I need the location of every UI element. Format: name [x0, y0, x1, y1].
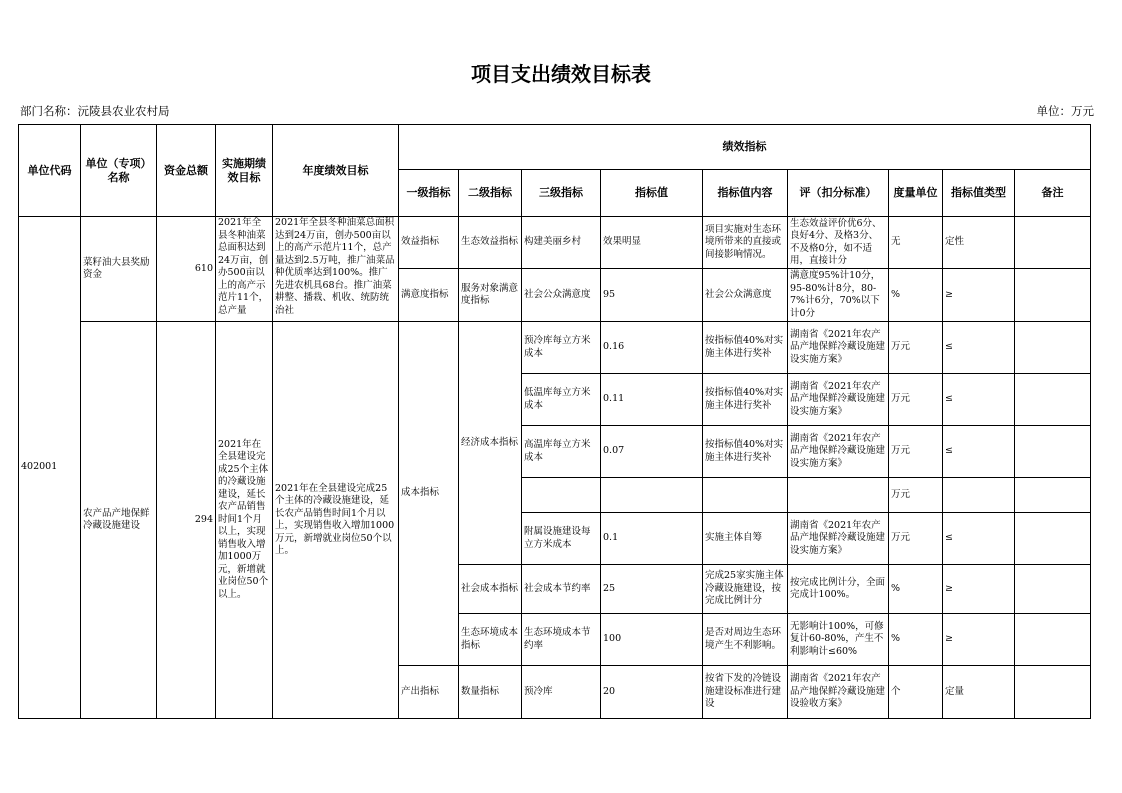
unit-cell: 万元	[889, 513, 943, 565]
annual-goal-cell	[273, 217, 399, 322]
score-cell: 满意度95%计10分，95-80%计8分，80-7%计6分，70%以下计0分	[788, 269, 889, 322]
score-cell: 湖南省《2021年农产品产地保鲜冷藏设施建设验收方案》	[788, 666, 889, 719]
value-cell: 100	[601, 614, 703, 666]
period-goal-cell: 2021年在全县建设完成25个主体的冷藏设施建设，延长农产品销售时间1个月以上，实现销售收入增加1000万元，新增就业岗位50个以上。	[216, 322, 273, 719]
value-cell	[601, 478, 703, 513]
header-level3: 三级指标	[522, 170, 601, 217]
unit-cell: 无	[889, 217, 943, 269]
period-goal-text: 2021年全县冬种油菜总面积达到24万亩，创办500亩以上的高产示范片11个，总产量	[218, 217, 269, 316]
level3-cell: 附属设施建设每立方米成本	[522, 513, 601, 565]
remark-cell	[1015, 374, 1091, 426]
header-period-goal: 实施期绩效目标	[216, 125, 273, 217]
unit-cell: 万元	[889, 478, 943, 513]
type-cell: ≥	[943, 269, 1015, 322]
unit-cell: %	[889, 269, 943, 322]
level3-cell: 生态环境成本节约率	[522, 614, 601, 666]
period-goal-cell	[216, 217, 273, 322]
level1-cell: 产出指标	[399, 666, 459, 719]
content-cell: 完成25家实施主体冷藏设施建设，按完成比例计分	[703, 565, 788, 614]
value-cell: 效果明显	[601, 217, 703, 269]
header-annual-goal: 年度绩效目标	[273, 125, 399, 217]
content-cell: 是否对周边生态环境产生不利影响。	[703, 614, 788, 666]
value-cell: 20	[601, 666, 703, 719]
remark-cell	[1015, 322, 1091, 374]
score-cell: 无影响计100%，可修复计60-80%，产生不利影响计≤60%	[788, 614, 889, 666]
score-cell: 湖南省《2021年农产品产地保鲜冷藏设施建设实施方案》	[788, 513, 889, 565]
score-cell: 湖南省《2021年农产品产地保鲜冷藏设施建设实施方案》	[788, 426, 889, 478]
level2-cell: 生态环境成本指标	[459, 614, 522, 666]
level1-cell: 效益指标	[399, 217, 459, 269]
unit-cell: 万元	[889, 374, 943, 426]
remark-cell	[1015, 614, 1091, 666]
content-cell	[703, 478, 788, 513]
type-cell: ≥	[943, 565, 1015, 614]
level1-cell: 成本指标	[399, 322, 459, 666]
type-cell: ≥	[943, 614, 1015, 666]
value-cell: 0.11	[601, 374, 703, 426]
content-cell: 项目实施对生态环境所带来的直接或间接影响情况。	[703, 217, 788, 269]
type-cell: ≤	[943, 374, 1015, 426]
header-unit-code: 单位代码	[19, 125, 81, 217]
fund-cell: 610	[157, 217, 216, 322]
content-cell: 社会公众满意度	[703, 269, 788, 322]
type-cell	[943, 478, 1015, 513]
unit-code-cell: 402001	[19, 217, 81, 719]
type-cell: 定性	[943, 217, 1015, 269]
header-value: 指标值	[601, 170, 703, 217]
remark-cell	[1015, 478, 1091, 513]
value-cell: 95	[601, 269, 703, 322]
value-cell: 0.1	[601, 513, 703, 565]
annual-goal-cell: 2021年在全县建设完成25个主体的冷藏设施建设，延长农产品销售时间1个月以上，实现销售收入增加1000万元，新增就业岗位50个以上。	[273, 322, 399, 719]
level3-cell: 高温库每立方米成本	[522, 426, 601, 478]
level3-cell	[522, 478, 601, 513]
remark-cell	[1015, 513, 1091, 565]
table-row	[19, 322, 1091, 374]
value-cell: 0.07	[601, 426, 703, 478]
remark-cell	[1015, 666, 1091, 719]
fund-cell: 294	[157, 322, 216, 719]
content-cell: 按指标值40%对实施主体进行奖补	[703, 374, 788, 426]
header-remark: 备注	[1015, 170, 1091, 217]
header-scoring: 评（扣分标准）	[788, 170, 889, 217]
level3-cell: 低温库每立方米成本	[522, 374, 601, 426]
score-cell: 生态效益评价优6分、良好4分、及格3分、不及格0分，如不适用，直接计分	[788, 217, 889, 269]
score-cell	[788, 478, 889, 513]
header-fund-total: 资金总额	[157, 125, 216, 217]
level3-cell: 构建美丽乡村	[522, 217, 601, 269]
unit-cell: 万元	[889, 426, 943, 478]
remark-cell	[1015, 269, 1091, 322]
remark-cell	[1015, 565, 1091, 614]
content-cell: 按指标值40%对实施主体进行奖补	[703, 426, 788, 478]
score-cell: 湖南省《2021年农产品产地保鲜冷藏设施建设实施方案》	[788, 374, 889, 426]
level3-cell: 预冷库每立方米成本	[522, 322, 601, 374]
score-cell: 按完成比例计分，全面完成计100%。	[788, 565, 889, 614]
header-value-type: 指标值类型	[943, 170, 1015, 217]
header-measure-unit: 度量单位	[889, 170, 943, 217]
type-cell: ≤	[943, 426, 1015, 478]
header-performance: 绩效指标	[399, 125, 1091, 170]
performance-table	[18, 124, 1091, 719]
remark-cell	[1015, 217, 1091, 269]
header-level1: 一级指标	[399, 170, 459, 217]
type-cell: ≤	[943, 513, 1015, 565]
level1-cell: 满意度指标	[399, 269, 459, 322]
level2-cell: 生态效益指标	[459, 217, 522, 269]
type-cell: 定量	[943, 666, 1015, 719]
department-label: 部门名称：沅陵县农业农村局	[20, 104, 170, 118]
header-unit-name: 单位（专项）名称	[81, 125, 157, 217]
header-value-content: 指标值内容	[703, 170, 788, 217]
type-cell: ≤	[943, 322, 1015, 374]
page-title: 项目支出绩效目标表	[471, 62, 651, 86]
value-cell: 0.16	[601, 322, 703, 374]
level2-cell: 社会成本指标	[459, 565, 522, 614]
value-cell: 25	[601, 565, 703, 614]
unit-cell: 个	[889, 666, 943, 719]
header-level2: 二级指标	[459, 170, 522, 217]
unit-cell: %	[889, 565, 943, 614]
remark-cell	[1015, 426, 1091, 478]
score-cell: 湖南省《2021年农产品产地保鲜冷藏设施建设实施方案》	[788, 322, 889, 374]
project-name-cell: 菜籽油大县奖励资金	[81, 217, 157, 322]
level2-cell: 经济成本指标	[459, 322, 522, 565]
level3-cell: 预冷库	[522, 666, 601, 719]
annual-goal-text: 2021年全县冬种油菜总面积达到24万亩，创办500亩以上的高产示范片11个，总产量达到2.5万吨，推广油菜品种优质率达到100%。推广先进农机具68台。推广油菜耕整、播栽、机收、统防统治社	[275, 217, 395, 316]
table-row	[19, 217, 1091, 269]
project-name-cell: 农产品产地保鲜冷藏设施建设	[81, 322, 157, 719]
unit-cell: 万元	[889, 322, 943, 374]
content-cell: 按省下发的冷链设施建设标准进行建设	[703, 666, 788, 719]
level2-cell: 数量指标	[459, 666, 522, 719]
level3-cell: 社会公众满意度	[522, 269, 601, 322]
content-cell: 按指标值40%对实施主体进行奖补	[703, 322, 788, 374]
level3-cell: 社会成本节约率	[522, 565, 601, 614]
content-cell: 实施主体自筹	[703, 513, 788, 565]
unit-cell: %	[889, 614, 943, 666]
unit-label: 单位：万元	[1036, 104, 1094, 118]
level2-cell: 服务对象满意度指标	[459, 269, 522, 322]
